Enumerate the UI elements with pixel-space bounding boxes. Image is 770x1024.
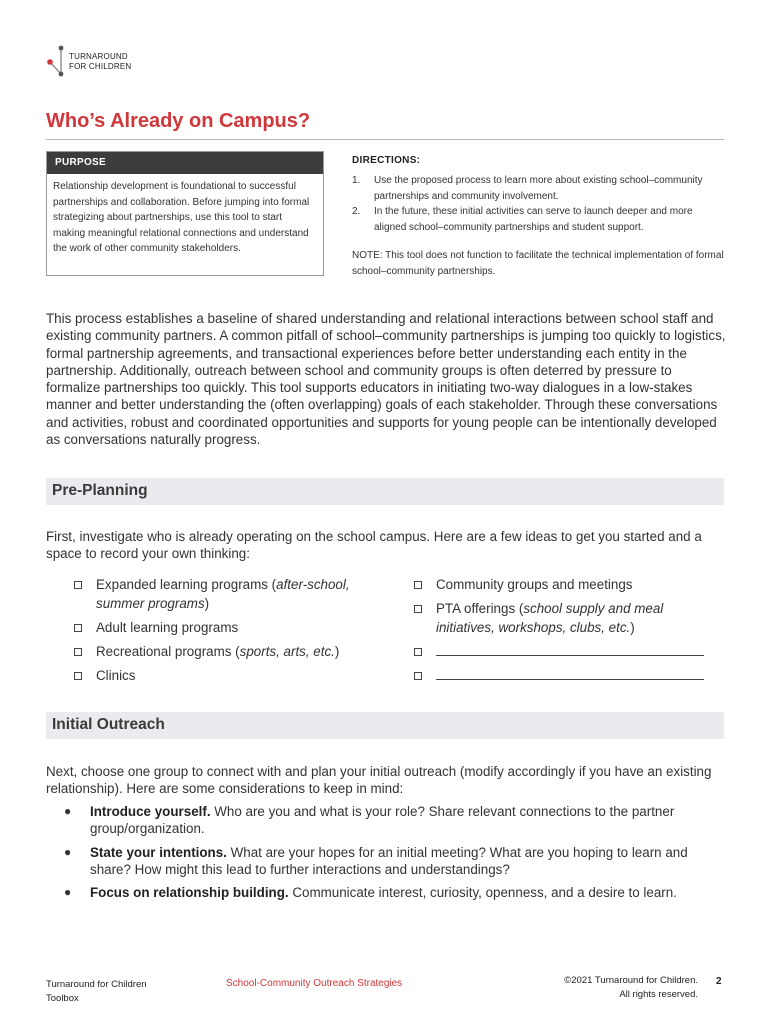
page-number: 2 [716,976,722,987]
directions-item-number: 2. [352,206,361,217]
checklist-item[interactable] [412,599,722,637]
purpose-text: Relationship development is foundational to successful partnerships and collaboration. Before jumping into formal strategizing about partnerships, use this tool to start making meaningful relational connections and understand the work of other community stakeholders. [53,181,310,254]
outreach-bullets [64,803,714,907]
checklist-item[interactable] [72,666,382,685]
checkbox-icon[interactable] [412,599,436,637]
checklist-item-text: Expanded learning programs (after-school, summer programs) [96,577,350,611]
directions-item [352,204,724,235]
title-divider [46,139,724,140]
page-title: Who’s Already on Campus? [46,110,311,132]
outreach-text: Next, choose one group to connect with and plan your initial outreach (modify accordingly if you have an existing relationship). Here are some considerations to keep in mind: [46,764,712,797]
bullet-text: State your intentions. What are your hopes for an initial meeting? What are you hoping to learn and share? How might this lead to further interactions and understandings? [90,844,688,877]
directions-section [352,155,724,279]
bullet-item [64,803,714,838]
copyright-line-2: All rights reserved. [619,989,698,1000]
checkbox-icon[interactable] [72,642,96,661]
directions-item-number: 1. [352,175,361,186]
logo-line-1: TURNAROUND [69,52,128,61]
checklist-item-text: Clinics [96,668,136,683]
checklist-item-text: PTA offerings (school supply and meal initiatives, workshops, clubs, etc.) [436,601,664,635]
checkbox-icon[interactable] [72,575,96,613]
checklist-item-blank[interactable] [412,666,722,685]
checkbox-icon[interactable] [72,618,96,637]
preplanning-text: First, investigate who is already operating on the school campus. Here are a few ideas to get you started and a space to record your own thinking: [46,529,702,562]
directions-item [352,173,724,204]
outreach-heading: Initial Outreach [52,716,165,733]
bullet-icon: ● [64,885,72,900]
purpose-heading: PURPOSE [47,152,323,174]
copyright-line-1: ©2021 Turnaround for Children. [564,975,698,986]
checklist-item-text: Community groups and meetings [436,577,633,592]
outreach-section-header [46,712,724,739]
write-in-line[interactable] [436,666,704,680]
logo-wordmark [69,52,131,72]
intro-paragraph: This process establishes a baseline of shared understanding and relational interactions between school staff and existing community partners. A common pitfall of school–community partnerships is jumping too quickly to logistics, formal partnership agreements, and transactional experiences before better understanding each entity in the partnership. Additionally, outreach between school and community groups is often deterred by pressure to formalize partnerships too quickly. This tool supports educators in initiating two-way dialogues in a low-stakes manner and better understanding the (often overlapping) goals of each stakeholder. Through these conversations and activities, robust and coordinated opportunities and supports for young people can be intentionally developed as conversations naturally progress. [46,311,726,448]
bullet-text: Introduce yourself. Who are you and what is your role? Share relevant connections to the partner group/organization. [90,804,675,837]
checklist-item[interactable] [72,618,382,637]
checklist-item-blank[interactable] [412,642,722,661]
checkbox-icon[interactable] [412,666,436,685]
bullet-icon: ● [64,804,72,818]
footer-toolbox: Toolbox [46,993,79,1004]
checklist-item[interactable] [412,575,722,594]
preplanning-heading: Pre-Planning [52,482,148,499]
directions-item-text: Use the proposed process to learn more about existing school–community partnerships and community involvement. [374,175,703,202]
footer-org: Turnaround for Children [46,979,147,990]
write-in-line[interactable] [436,642,704,656]
directions-item-text: In the future, these initial activities can serve to launch deeper and more aligned school–community partnerships and student support. [374,206,693,233]
bullet-icon: ● [64,844,72,859]
directions-heading: DIRECTIONS: [352,155,421,166]
checklist-item-text: Recreational programs (sports, arts, etc.) [96,644,340,659]
checklist-right [412,575,722,690]
directions-note: NOTE: This tool does not function to facilitate the technical implementation of formal school–community partnerships. [352,250,724,277]
checkbox-icon[interactable] [72,666,96,685]
directions-list [352,173,724,235]
checklist-item[interactable] [72,575,382,613]
purpose-box [46,151,324,276]
checkbox-icon[interactable] [412,642,436,661]
bullet-item [64,844,714,879]
bullet-item [64,884,714,901]
checklist-left [72,575,382,690]
preplanning-section-header [46,478,724,505]
checkbox-icon[interactable] [412,575,436,594]
footer-copyright [540,974,698,1002]
logo-line-2: FOR CHILDREN [69,62,132,71]
footer-document-title: School-Community Outreach Strategies [226,978,403,989]
checklist-item-text: Adult learning programs [96,620,239,635]
footer-left [46,978,147,1006]
checklist-item[interactable] [72,642,382,661]
bullet-text: Focus on relationship building. Communicate interest, curiosity, openness, and a desire to learn. [90,885,677,901]
